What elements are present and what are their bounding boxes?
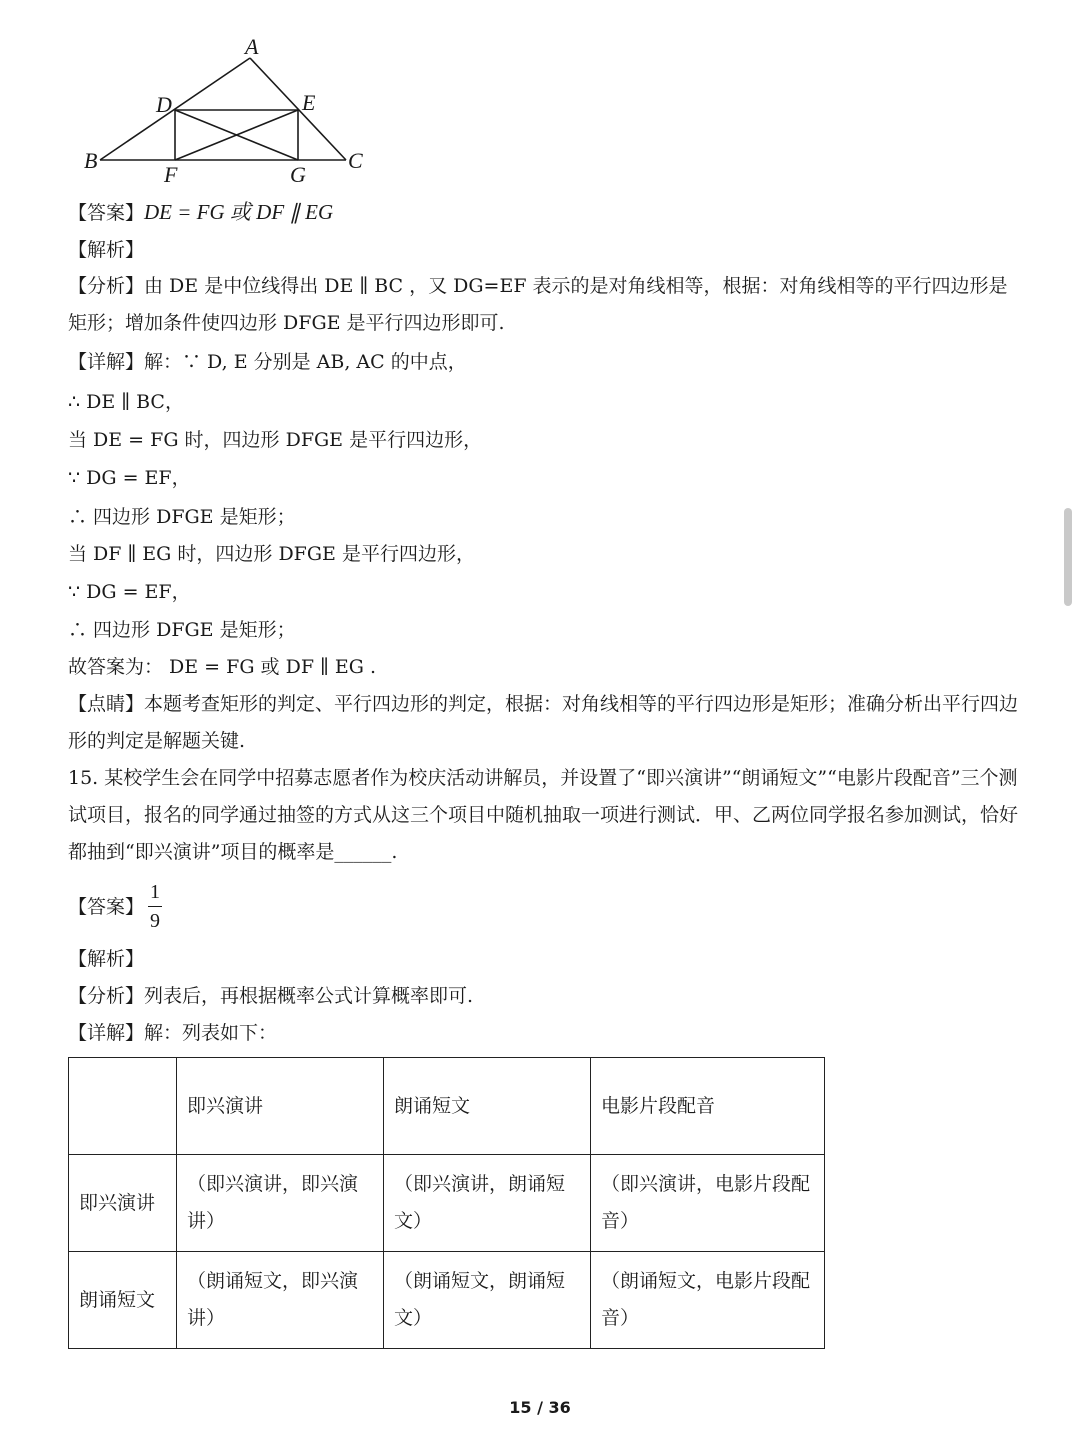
table-cell: （朗诵短文，朗诵短文）	[384, 1252, 591, 1349]
q15-answer-fraction	[148, 880, 162, 933]
q15-analysis	[68, 984, 473, 1008]
label-e: E	[302, 90, 316, 115]
table-cell: （即兴演讲，朗诵短文）	[384, 1155, 591, 1252]
table-cell	[69, 1058, 177, 1155]
q14-answer	[68, 200, 333, 225]
q14-jiexi-tag: 【解析】	[68, 239, 145, 261]
table-header-row	[69, 1058, 825, 1155]
q15-detail	[68, 1021, 277, 1045]
label-c: C	[348, 148, 363, 173]
label-g: G	[290, 162, 306, 187]
table-row	[69, 1252, 825, 1349]
table-cell: （即兴演讲，电影片段配音）	[591, 1155, 825, 1252]
answer-tag: 【答案】	[68, 202, 145, 224]
q15-jiexi-tag: 【解析】	[68, 948, 145, 970]
table-row	[69, 1155, 825, 1252]
outcome-table	[68, 1057, 825, 1349]
table-cell: 即兴演讲	[69, 1155, 177, 1252]
table-cell: 朗诵短文	[384, 1058, 591, 1155]
table-cell: （朗诵短文，电影片段配音）	[591, 1252, 825, 1349]
q14-detail-line-4: ∴ 四边形 DFGE 是矩形；	[68, 506, 296, 528]
scrollbar-thumb[interactable]	[1064, 508, 1072, 606]
detail-text: 解：列表如下：	[144, 1022, 278, 1044]
q14-detail-line-5: 当 DF ∥ EG 时，四边形 DFGE 是平行四边形，	[68, 543, 475, 565]
page-number: 15 / 36	[509, 1398, 571, 1417]
q14-analysis	[68, 268, 1023, 342]
answer-text: DE = FG 或 DF ∥ EG	[144, 200, 334, 224]
fraction-bar	[148, 906, 162, 907]
q14-detail-line-6: ∵ DG = EF，	[68, 581, 191, 603]
q14-detail-line-8: 故答案为： DE = FG 或 DF ∥ EG .	[68, 656, 376, 678]
comment-text: 本题考查矩形的判定、平行四边形的判定，根据：对角线相等的平行四边形是矩形；准确分析出平行四边形的判定是解题关键.	[68, 693, 1019, 752]
analysis-tag: 【分析】	[68, 275, 145, 297]
analysis-text: 由 DE 是中位线得出 DE ∥ BC ，又 DG=EF 表示的是对角线相等，根据：对角线相等的平行四边形是矩形；增加条件使四边形 DFGE 是平行四边形即可.	[68, 275, 1008, 334]
q15-answer-tag: 【答案】	[68, 896, 145, 918]
label-f: F	[164, 162, 178, 187]
table-cell: 电影片段配音	[591, 1058, 825, 1155]
q14-detail-line-0: 【详解】解：∵ D, E 分别是 AB, AC 的中点，	[68, 351, 467, 373]
table-cell: 即兴演讲	[177, 1058, 384, 1155]
analysis-tag: 【分析】	[68, 985, 145, 1007]
table-cell: 朗诵短文	[69, 1252, 177, 1349]
q14-detail-line-1: ∴ DE ∥ BC，	[68, 391, 184, 413]
q14-detail-line-7: ∴ 四边形 DFGE 是矩形；	[68, 619, 296, 641]
q14-comment	[68, 686, 1023, 760]
label-a: A	[245, 34, 259, 59]
q14-detail-line-2: 当 DE = FG 时，四边形 DFGE 是平行四边形，	[68, 429, 483, 451]
label-b: B	[84, 148, 98, 173]
detail-tag: 【详解】	[68, 1022, 145, 1044]
table-cell: （即兴演讲，即兴演讲）	[177, 1155, 384, 1252]
geometry-figure	[80, 34, 380, 194]
q14-detail-line-3: ∵ DG = EF，	[68, 467, 191, 489]
detail-tag: 【详解】	[68, 351, 145, 373]
label-d: D	[156, 92, 172, 117]
q15-question: 15. 某校学生会在同学中招募志愿者作为校庆活动讲解员，并设置了“即兴演讲”“朗诵短文”“电影片段配音”三个测试项目，报名的同学通过抽签的方式从这三个项目中随机抽取一项进行测试．甲、乙两位同学报名参加测试，恰好都抽到“即兴演讲”项目的概率是______.	[68, 767, 1019, 863]
analysis-text: 列表后，再根据概率公式计算概率即可.	[144, 985, 474, 1007]
table-cell: （朗诵短文，即兴演讲）	[177, 1252, 384, 1349]
fraction-denominator: 9	[150, 910, 160, 932]
fraction-numerator: 1	[150, 881, 160, 903]
comment-tag: 【点睛】	[68, 693, 145, 715]
